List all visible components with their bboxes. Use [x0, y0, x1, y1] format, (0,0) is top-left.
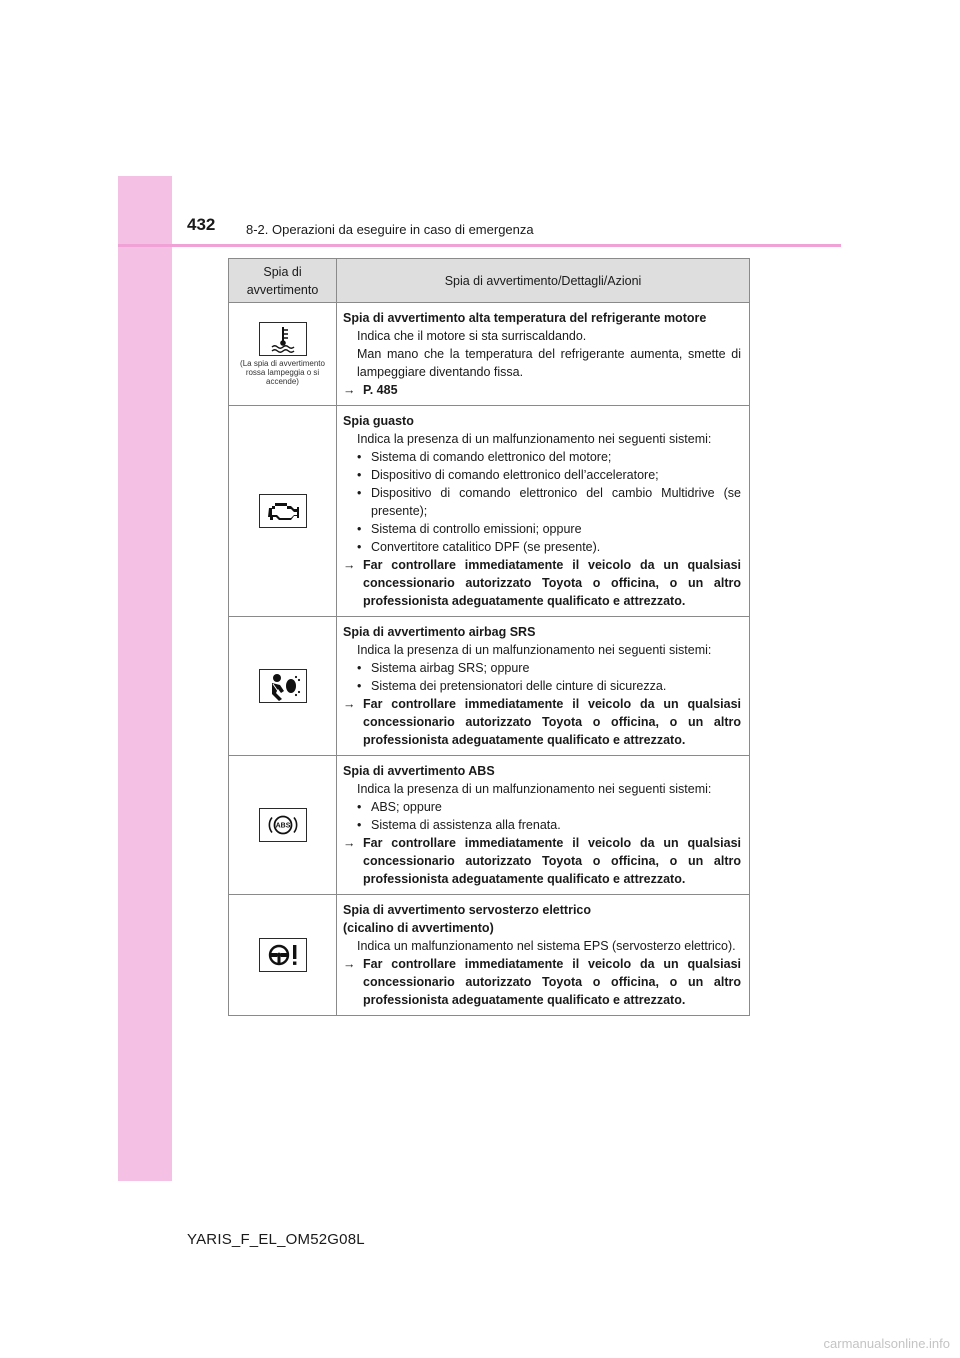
icon-cell — [229, 895, 337, 1016]
warning-lights-table — [228, 258, 750, 1016]
action-text: Far controllare immediatamente il veicolo da un qualsiasi concessionario autorizzato Toyota o officina, o un altro professionista adeguatamente qualificato e attrezzato. — [363, 957, 741, 1007]
icon-cell — [229, 617, 337, 756]
table-row — [229, 895, 750, 1016]
list-item: • Sistema di assistenza alla frenata. — [343, 816, 741, 834]
document-code: YARIS_F_EL_OM52G08L — [187, 1231, 365, 1248]
action-text: Far controllare immediatamente il veicolo da un qualsiasi concessionario autorizzato Toyota o officina, o un altro professionista adeguatamente qualificato e attrezzato. — [363, 558, 741, 608]
list-item: • Dispositivo di comando elettronico dell’acceleratore; — [343, 466, 741, 484]
arrow-icon: → — [343, 383, 356, 397]
list-item: • Sistema dei pretensionatori delle cinture di sicurezza. — [343, 677, 741, 695]
page-number: 432 — [187, 215, 216, 234]
entry-subtitle: (cicalino di avvertimento) — [343, 921, 494, 935]
coolant-temperature-icon — [259, 322, 307, 356]
abs-icon-text: ABS — [275, 822, 290, 830]
header-rule — [118, 244, 841, 247]
list-item: • ABS; oppure — [343, 798, 741, 816]
list-item: • Sistema di comando elettronico del motore; — [343, 448, 741, 466]
entry-title: Spia guasto — [343, 414, 414, 428]
entry-title: Spia di avvertimento alta temperatura del refrigerante motore — [343, 311, 707, 325]
engine-malfunction-icon — [259, 494, 307, 528]
action-text: Far controllare immediatamente il veicolo da un qualsiasi concessionario autorizzato Toyota o officina, o un altro professionista adeguatamente qualificato e attrezzato. — [363, 697, 741, 747]
abs-icon — [259, 808, 307, 842]
entry-description: Indica un malfunzionamento nel sistema EPS (servosterzo elettrico). — [357, 939, 736, 953]
page-reference: P. 485 — [363, 383, 398, 397]
action-instruction — [343, 955, 741, 1009]
arrow-icon: → — [343, 697, 356, 711]
entry-title: Spia di avvertimento servosterzo elettrico — [343, 903, 592, 917]
action-instruction — [343, 556, 741, 610]
table-row — [229, 617, 750, 756]
action-reference — [343, 381, 741, 399]
table-row — [229, 406, 750, 617]
table-row — [229, 303, 750, 406]
table-row — [229, 756, 750, 895]
action-instruction — [343, 834, 741, 888]
action-instruction — [343, 695, 741, 749]
watermark: carmanualsonline.info — [823, 1336, 950, 1351]
icon-cell — [229, 406, 337, 617]
list-item: • Dispositivo di comando elettronico del cambio Multidrive (se presente); — [343, 484, 741, 520]
details-cell — [337, 406, 750, 617]
list-item: • Convertitore catalitico DPF (se presente). — [343, 538, 741, 556]
details-cell — [337, 756, 750, 895]
entry-description: Indica la presenza di un malfunzionamento nei seguenti sistemi: — [357, 432, 712, 446]
entry-description: Indica la presenza di un malfunzionamento nei seguenti sistemi: — [357, 782, 712, 796]
arrow-icon: → — [343, 558, 356, 572]
list-item: • Sistema di controllo emissioni; oppure — [343, 520, 741, 538]
column-header-details: Spia di avvertimento/Dettagli/Azioni — [337, 259, 750, 303]
icon-caption: (La spia di avvertimento rossa lampeggia o si accende) — [240, 359, 325, 386]
table-header-row — [229, 259, 750, 303]
entry-description: Indica la presenza di un malfunzionamento nei seguenti sistemi: — [357, 643, 712, 657]
action-text: Far controllare immediatamente il veicolo da un qualsiasi concessionario autorizzato Toyota o officina, o un altro professionista adeguatamente qualificato e attrezzato. — [363, 836, 741, 886]
details-cell — [337, 303, 750, 406]
side-color-band — [118, 176, 172, 1181]
details-cell — [337, 895, 750, 1016]
entry-description: Man mano che la temperatura del refrigerante aumenta, smette di lampeggiare diventando fissa. — [357, 347, 741, 379]
entry-title: Spia di avvertimento ABS — [343, 764, 495, 778]
icon-cell — [229, 303, 337, 406]
details-cell — [337, 617, 750, 756]
srs-airbag-icon — [259, 669, 307, 703]
entry-description: Indica che il motore si sta surriscaldando. — [357, 329, 587, 343]
list-item: • Sistema airbag SRS; oppure — [343, 659, 741, 677]
arrow-icon: → — [343, 957, 356, 971]
entry-title: Spia di avvertimento airbag SRS — [343, 625, 536, 639]
icon-cell — [229, 756, 337, 895]
column-header-light: Spia di avvertimento — [229, 259, 337, 303]
section-title: 8-2. Operazioni da eseguire in caso di emergenza — [246, 222, 534, 237]
arrow-icon: → — [343, 836, 356, 850]
power-steering-icon — [259, 938, 307, 972]
